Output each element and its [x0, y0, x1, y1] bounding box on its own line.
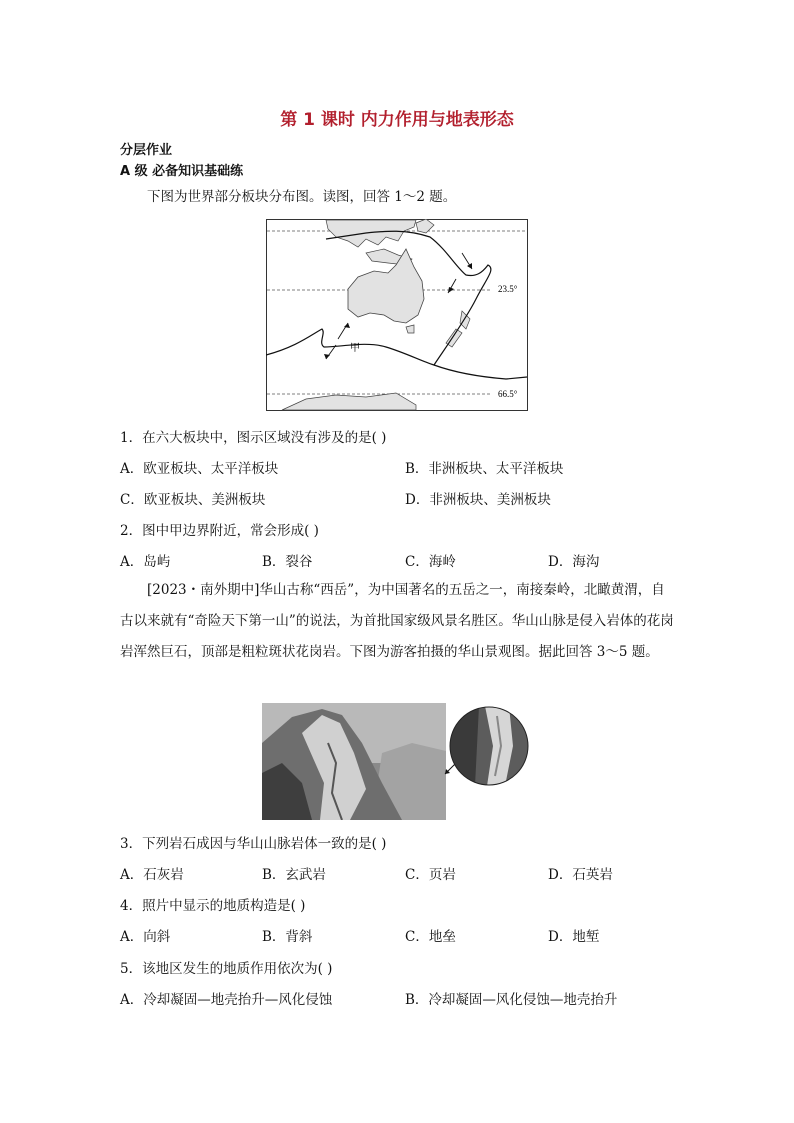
q4-option-b: B．背斜	[262, 929, 313, 945]
q2-option-a: A．岛屿	[120, 554, 171, 570]
question-3: 3．下列岩石成因与华山山脉岩体一致的是( )	[120, 836, 387, 852]
question-1: 1．在六大板块中，图示区域没有涉及的是( )	[120, 430, 387, 446]
section-heading: 分层作业	[120, 143, 173, 158]
q2-option-b: B．裂谷	[262, 554, 313, 570]
q3-option-c: C．页岩	[405, 867, 456, 883]
q1-option-a: A．欧亚板块、太平洋板块	[120, 461, 279, 477]
q4-option-a: A．向斜	[120, 929, 171, 945]
huashan-photo	[262, 703, 446, 820]
lat-label-66: 66.5°	[498, 389, 518, 399]
q4-option-d: D．地堑	[548, 929, 600, 945]
intro-paragraph-2: [2023・南外期中]华山古称“西岳”，为中国著名的五岳之一，南接秦岭，北瞰黄渭，自古以来就有“奇险天下第一山”的说法，为首批国家级风景名胜区。华山山脉是侵入岩体的花岗岩浑然巨石，顶部是粗粒斑状花岗岩。下图为游客拍摄的华山景观图。据此回答 3～5 题。	[120, 582, 674, 660]
q1-option-b: B．非洲板块、太平洋板块	[405, 461, 564, 477]
plate-map	[266, 219, 528, 411]
level-heading: A 级 必备知识基础练	[120, 164, 244, 179]
q3-option-a: A．石灰岩	[120, 867, 184, 883]
boundary-label-jia: 甲	[350, 343, 360, 354]
q1-option-d: D．非洲板块、美洲板块	[405, 492, 551, 508]
intro-paragraph-1: 下图为世界部分板块分布图。读图，回答 1～2 题。	[147, 189, 457, 205]
lat-label-23: 23.5°	[498, 284, 518, 294]
q4-option-c: C．地垒	[405, 929, 456, 945]
q2-option-c: C．海岭	[405, 554, 456, 570]
q5-option-a: A．冷却凝固—地壳抬升—风化侵蚀	[120, 992, 333, 1008]
q3-option-d: D．石英岩	[548, 867, 613, 883]
question-5: 5．该地区发生的地质作用依次为( )	[120, 961, 333, 977]
question-2: 2．图中甲边界附近，常会形成( )	[120, 523, 319, 539]
q3-option-b: B．玄武岩	[262, 867, 326, 883]
q2-option-d: D．海沟	[548, 554, 600, 570]
q1-option-c: C．欧亚板块、美洲板块	[120, 492, 266, 508]
page-title: 第 1 课时 内力作用与地表形态	[280, 110, 514, 130]
q5-option-b: B．冷却凝固—风化侵蚀—地壳抬升	[405, 992, 618, 1008]
rock-closeup-photo	[449, 706, 529, 786]
question-4: 4．照片中显示的地质构造是( )	[120, 898, 306, 914]
